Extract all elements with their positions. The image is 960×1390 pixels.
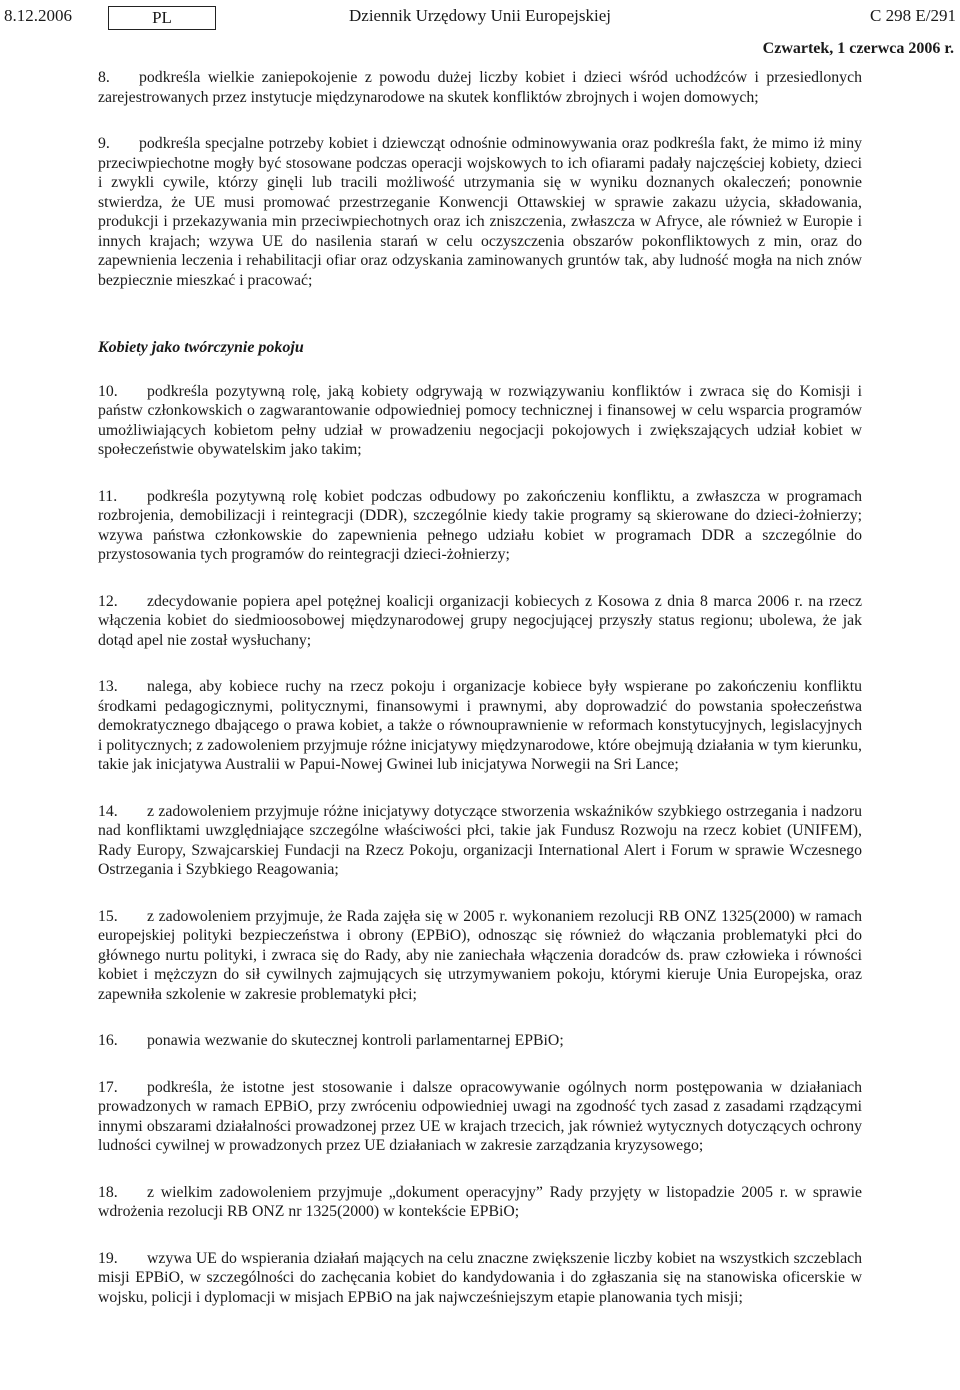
- paragraph-text: podkreśla wielkie zaniepokojenie z powodu dużej liczby kobiet i dzieci wśród uchodźców i przesiedlonych zarejestrowanych przez instytucje międzynarodowe na skutek konfliktów zbrojnych i wojen domowych;: [98, 69, 862, 106]
- paragraph-text: podkreśla, że istotne jest stosowanie i dalsze opracowywanie ogólnych norm postępowania w działaniach prowadzonych w ramach EPBiO, przy zwróceniu odpowiedniej uwagi na zgodność tych zasad z zasadami rządzącymi innymi obszarami działalności prowadzonej przez UE w krajach trzecich, jak również wytycznych dotyczących ochrony ludności cywilnej w prowadzonych przez UE działaniach w zakresie zarządzania kryzysowego;: [98, 1078, 862, 1154]
- paragraph-text: zdecydowanie popiera apel potężnej koalicji organizacji kobiecych z Kosowa z dnia 8 marca 2006 r. na rzecz włączenia kobiet do siedmioosobowej międzynarodowej grupy negocjującej przyszły status regionu; ubolewa, że jak dotąd apel nie został wysłuchany;: [98, 592, 862, 649]
- paragraph-item: [98, 1031, 862, 1051]
- paragraph-text: z zadowoleniem przyjmuje różne inicjatywy dotyczące stworzenia wskaźników szybkiego ostrzegania i nadzoru nad konfliktami uwzględniające szczególne właściwości płci, takie jak Fundusz Rozwoju na rzecz kobiet (UNIFEM), Rady Europy, Szwajcarskiej Fundacji na Rzecz Pokoju, organizacji International Alert i Forum w sprawie Wczesnego Ostrzegania i Szybkiego Reagowania;: [98, 802, 862, 878]
- paragraph-item: [98, 802, 862, 880]
- paragraph-number: 13.: [98, 678, 118, 695]
- paragraph-number: 18.: [98, 1183, 118, 1201]
- document-body: [98, 68, 862, 1334]
- paragraph-number: 16.: [98, 1032, 118, 1049]
- paragraph-item: [98, 907, 862, 1005]
- paragraph-number: 10.: [98, 382, 118, 400]
- paragraph-text: z wielkim zadowoleniem przyjmuje „dokument operacyjny” Rady przyjęty w listopadzie 2005 r. w sprawie wdrożenia rezolucji RB ONZ nr 1325(2000) w kontekście EPBiO;: [98, 1183, 862, 1220]
- paragraph-text: nalega, aby kobiece ruchy na rzecz pokoju i organizacje kobiece były wspierane po zakończeniu konfliktu środkami pedagogicznymi, politycznymi, finansowymi i prawnymi, aby doprowadzić do powstania społeczeństwa demokratycznego dbającego o prawa kobiet, a także o równouprawnienie w reformach konstytucyjnych, legislacyjnych i politycznych; z zadowoleniem przyjmuje różne inicjatywy międzynarodowe, które obejmują działania w tym kierunku, takie jak inicjatywa Australii w Papui-Nowej Gwinei lub inicjatywa Norwegii na Sri Lance;: [98, 678, 862, 773]
- paragraph-number: 15.: [98, 907, 118, 925]
- paragraph-item: [98, 1249, 862, 1308]
- paragraph-text: podkreśla pozytywną rolę, jaką kobiety odgrywają w rozwiązywaniu konfliktów i zwraca się do Komisji i państw członkowskich o zagwarantowanie odpowiedniej pomocy technicznej i finansowej w celu wsparcia programów umożliwiających kobietom pełny udział w prowadzeniu negocjacji pokojowych i zwiększających udział kobiet w społeczeństwie obywatelskim jako takim;: [98, 382, 862, 458]
- paragraph-number: 19.: [98, 1249, 118, 1267]
- section-heading: Kobiety jako twórczynie pokoju: [98, 339, 304, 356]
- paragraph-item: [98, 68, 862, 107]
- journal-title: Dziennik Urzędowy Unii Europejskiej: [349, 6, 612, 25]
- paragraph-number: 11.: [98, 487, 118, 505]
- paragraph-number: 17.: [98, 1078, 118, 1096]
- paragraph-number: 9.: [98, 135, 110, 152]
- paragraph-text: podkreśla specjalne potrzeby kobiet i dziewcząt odnośnie odminowywania oraz podkreśla fakt, że mimo iż miny przeciwpiechotne mogły być stosowane podczas operacji wojskowych to ich ofiarami padały najczęściej kobiety, dzieci i zwykli cywile, którzy ginęli lub tracili możliwość utrzymania się w wyniku doznanych okaleczeń; ponownie stwierdza, że UE musi promować przestrzeganie Konwencji Ottawskiej w sprawie zakazu użycia, składowania, produkcji i przekazywania min przeciwpiechotnych oraz ich zniszczenia, zwłaszcza w Afryce, ale również w Europie i innych krajach; wzywa UE do nasilenia starań w celu oczyszczenia obszarów pokonfliktowych z min, oraz do zapewnienia leczenia i rehabilitacji ofiar oraz odzyskania zaminowanych gruntów tak, aby ludność mogła na nich znów bezpiecznie mieszkać i pracować;: [98, 135, 862, 289]
- paragraph-text: podkreśla pozytywną rolę kobiet podczas odbudowy po zakończeniu konfliktu, a zwłaszcza w programach rozbrojenia, demobilizacji i reintegracji (DDR), szczególnie kiedy takie programy są skierowane do dzieci-żołnierzy; wzywa państwa członkowskie do zapewnienia pełnego udziału kobiet w programach DDR a szczególnie do przystosowania tych programów do reintegracji dzieci-żołnierzy;: [98, 487, 862, 563]
- paragraph-text: wzywa UE do wspierania działań mających na celu znaczne zwiększenie liczby kobiet na wszystkich szczeblach misji EPBiO, w szczególności do zachęcania kobiet do kandydowania i do zgłaszania się na stanowiska oficerskie w wojsku, policji i dyplomacji w misjach EPBiO na jak najwcześniejszym etapie planowania tych misji;: [98, 1249, 862, 1306]
- page-header: [4, 6, 956, 32]
- paragraph-item: [98, 134, 862, 290]
- paragraph-item: [98, 592, 862, 651]
- session-date: Czwartek, 1 czerwca 2006 r.: [762, 40, 954, 57]
- paragraph-item: [98, 487, 862, 565]
- publication-date: 8.12.2006: [4, 6, 72, 25]
- paragraph-number: 8.: [98, 69, 110, 86]
- page-reference: C 298 E/291: [870, 6, 956, 25]
- paragraph-item: [98, 1078, 862, 1156]
- paragraph-number: 14.: [98, 802, 118, 820]
- paragraph-item: [98, 382, 862, 460]
- paragraph-item: [98, 1183, 862, 1222]
- paragraph-text: z zadowoleniem przyjmuje, że Rada zajęła się w 2005 r. wykonaniem rezolucji RB ONZ 1325(2000) w ramach europejskiej polityki bezpieczeństwa i obrony (EPBiO), odnosząc się również do włączania problematyki płci do głównego nurtu polityki, i zwraca się do Rady, aby nie zaniechała włączenia doradców ds. praw człowieka i równości kobiet i mężczyzn do sił cywilnych zajmujących się utrzymywaniem pokoju, którymi kieruje Unia Europejska, oraz zapewniła szkolenie w zakresie problematyki płci;: [98, 907, 862, 1003]
- paragraph-number: 12.: [98, 592, 118, 610]
- paragraph-text: ponawia wezwanie do skutecznej kontroli parlamentarnej EPBiO;: [147, 1032, 564, 1049]
- language-code-box: PL: [108, 6, 216, 30]
- paragraph-item: [98, 677, 862, 775]
